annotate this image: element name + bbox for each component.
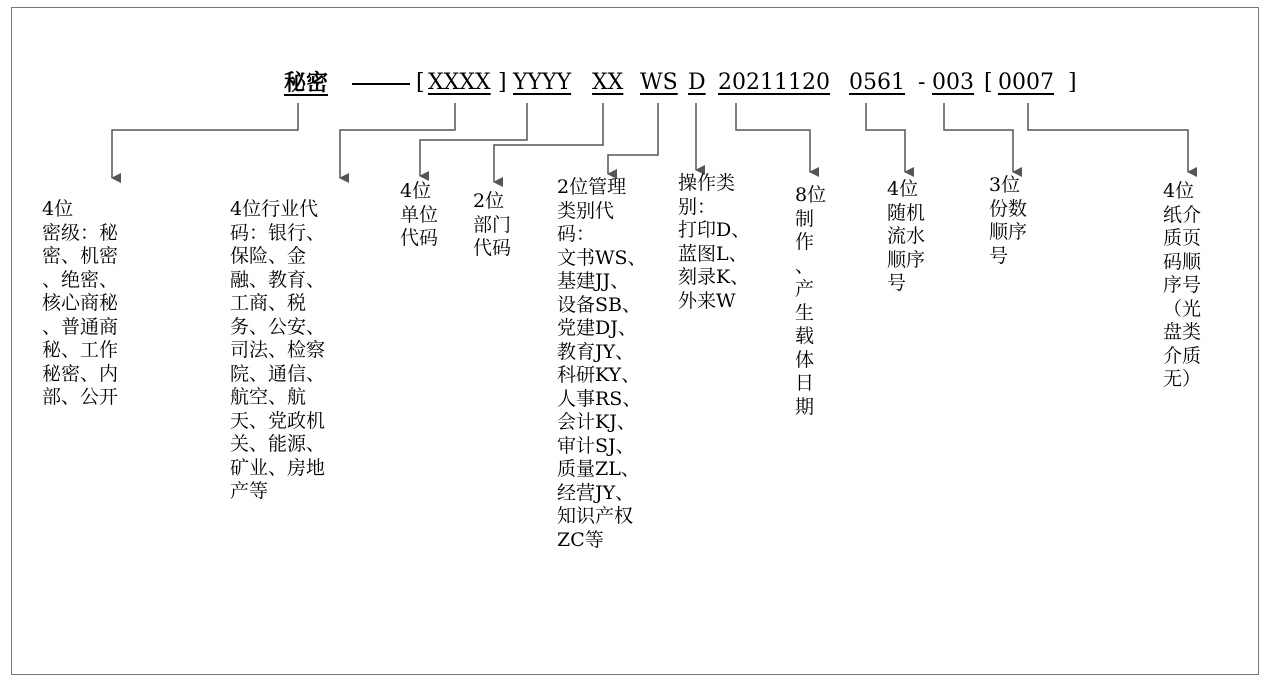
desc-secret-level: 4位 密级：秘 密、机密 、绝密、 核心商秘 、普通商 秘、工作 秘密、内 部、公开 (42, 198, 119, 408)
bracket2-open: [ (984, 70, 993, 95)
copy-code: 003 (932, 70, 974, 95)
connector-date (736, 103, 810, 172)
bracket-open: [ (416, 70, 425, 95)
unit-code: YYYY (513, 70, 572, 95)
desc-date: 8位 制 作 、 产 生 载 体 日 期 (795, 184, 827, 418)
connector-secret (112, 103, 298, 178)
operation-code: D (688, 70, 706, 95)
secret-level-label: 秘密 (284, 70, 329, 96)
connector-xx (494, 103, 603, 182)
desc-category: 2位管理 类别代 码： 文书WS、 基建JJ、 设备SB、 党建DJ、 教育JY、 科研KY、 人事RS、 会计KJ、 审计SJ、 质量ZL、 经营JY、 知识产权 ZC等 (557, 176, 647, 551)
desc-page: 4位 纸介 质页 码顺 序号 （光 盘类 介质 无） (1163, 180, 1202, 390)
serial-code: 0561 (849, 70, 905, 95)
bracket-close: ] (498, 70, 507, 95)
page-code: 0007 (998, 70, 1054, 95)
dept-code: XX (592, 70, 624, 95)
hyphen: - (918, 70, 926, 95)
desc-industry: 4位行业代 码：银行、 保险、金 融、教育、 工商、税 务、公安、 司法、检察 院、通信、 航空、航 天、党政机 关、能源、 矿业、房地 产等 (230, 198, 326, 502)
long-dash (352, 83, 410, 85)
connector-yyyy (420, 103, 527, 176)
connector-copy (944, 103, 1013, 172)
desc-serial: 4位 随机 流水 顺序 号 (887, 178, 926, 294)
category-code: WS (640, 70, 678, 95)
date-code: 20211120 (718, 70, 830, 95)
desc-operation: 操作类 别： 打印D、 蓝图L、 刻录K、 外来W (678, 172, 751, 312)
bracket2-close: ] (1068, 70, 1077, 95)
desc-copy: 3位 份数 顺序 号 (989, 174, 1028, 267)
industry-code: XXXX (428, 70, 491, 95)
connector-serial (866, 103, 905, 172)
connector-page (1028, 103, 1188, 172)
desc-dept: 2位 部门 代码 (473, 190, 512, 259)
connector-ws (608, 103, 658, 174)
desc-unit: 4位 单位 代码 (400, 180, 439, 249)
